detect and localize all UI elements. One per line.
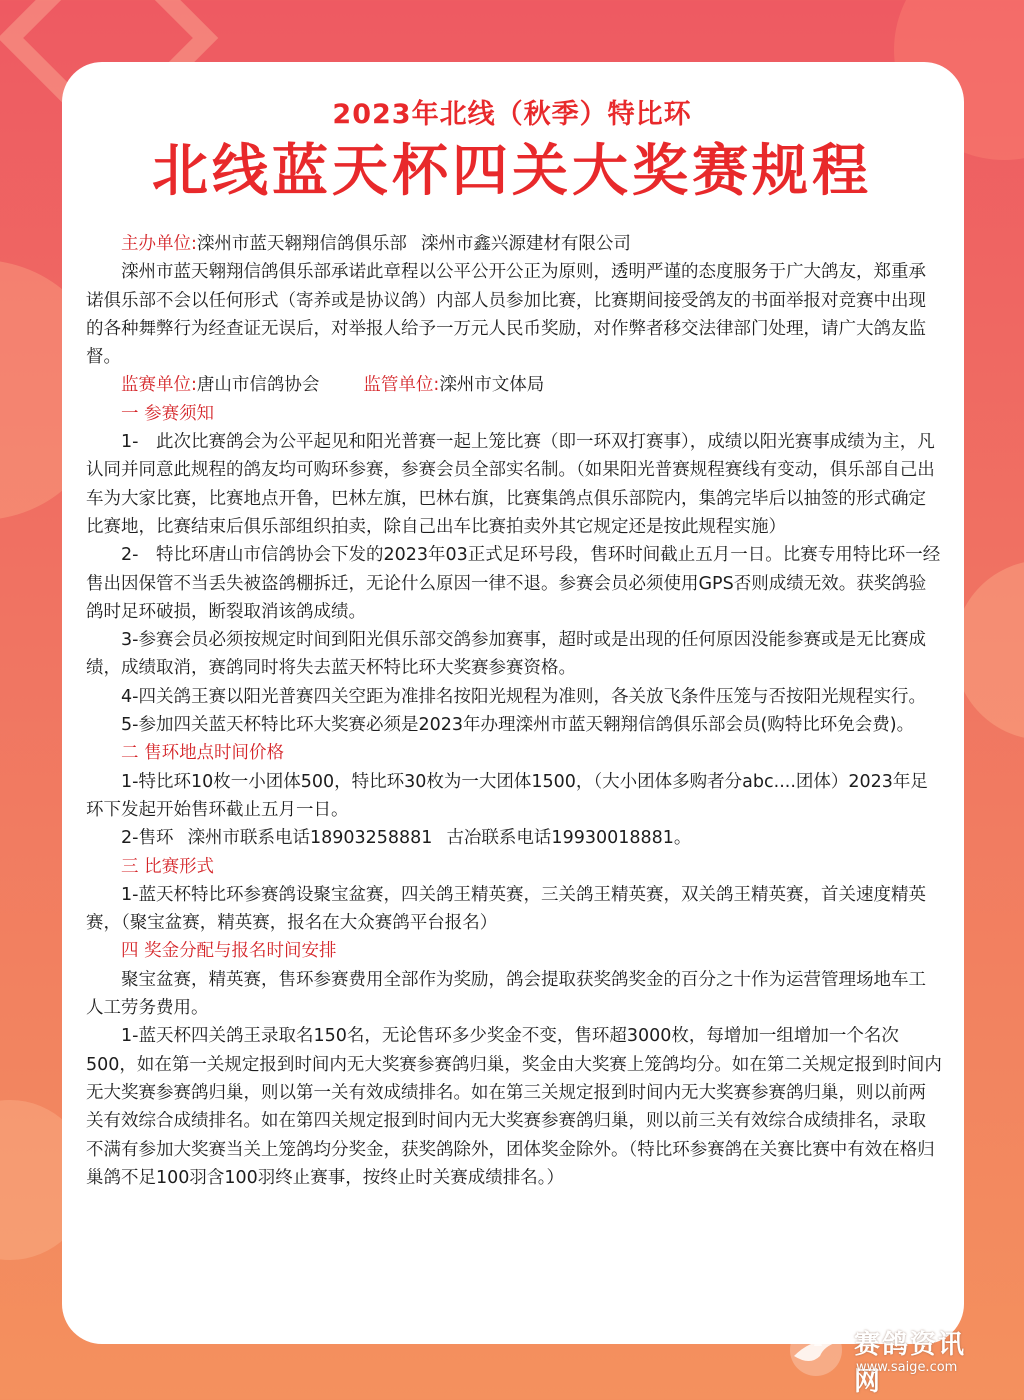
rule-paragraph: 1-蓝天杯四关鸽王录取名150名，无论售环多少奖金不变，售环超3000枚，每增加一组增加一个名次500，如在第一关规定报到时间内无大奖赛参赛鸽归巢，奖金由大奖赛上笼鸽均分。如在第二关规定报到时间内无大奖赛参赛鸽归巢，则以第一关有效成绩排名。如在第三关规定报到时间内无大奖赛参赛鸽归巢，则以前两关有效综合成绩排名。如在第四关规定报到时间内无大奖赛参赛鸽归巢，则以前三关有效综合成绩排名，录取不满有参加大奖赛当关上笼鸽均分奖金，获奖鸽除外，团体奖金除外。（特比环参赛鸽在关赛比赛中有效在格归巢鸽不足100羽含100羽终止赛事，按终止时关赛成绩排名。） bbox=[86, 1026, 942, 1188]
supervisor-label: 监赛单位: bbox=[121, 375, 197, 396]
organizer-value: 滦州市蓝天翱翔信鸽俱乐部 bbox=[196, 234, 407, 254]
contact-guye: 古冶联系电话19930018881。 bbox=[446, 828, 692, 849]
watermark-url: www.saige.com bbox=[856, 1360, 958, 1375]
organizer-label: 主办单位: bbox=[121, 234, 197, 254]
regulator-value: 滦州市文体局 bbox=[439, 375, 545, 396]
document-title: 北线蓝天杯四关大奖赛规程 bbox=[152, 139, 872, 204]
rule-paragraph: 4-四关鸽王赛以阳光普赛四关空距为准排名按阳光规程为准则，各关放飞条件压笼与否按阳光规程实行。 bbox=[121, 686, 926, 707]
rule-paragraph: 聚宝盆赛，精英赛，售环参赛费用全部作为奖励，鸽会提取获奖鸽奖金的百分之十作为运营管理场地车工人工劳务费用。 bbox=[86, 969, 926, 1019]
supervision-line bbox=[86, 371, 942, 399]
rule-paragraph: 3-参赛会员必须按规定时间到阳光俱乐部交鸽参加赛事，超时或是出现的任何原因没能参赛或是无比赛成绩，成绩取消，赛鸽同时将失去蓝天杯特比环大奖赛参赛资格。 bbox=[86, 630, 926, 679]
rule-paragraph: 5-参加四关蓝天杯特比环大奖赛必须是2023年办理滦州市蓝天翱翔信鸽俱乐部会员(购特比环免会费)。 bbox=[121, 715, 915, 736]
rule-paragraph: 1- 此次比赛鸽会为公平起见和阳光普赛一起上笼比赛（即一环双打赛事），成绩以阳光赛事成绩为主，凡认同并同意此规程的鸽友均可购环参赛，参赛会员全部实名制。（如果阳光普赛规程赛线有变动，俱乐部自己出车为大家比赛，比赛地点开鲁，巴林左旗，巴林右旗，比赛集鸽点俱乐部院内，集鸽完毕后以抽签的形式确定比赛地，比赛结束后俱乐部组织拍卖，除自己出车比赛拍卖外其它规定还是按此规程实施） bbox=[86, 432, 935, 537]
pigeon-logo-icon bbox=[784, 1316, 848, 1380]
organizer-value-2: 滦州市鑫兴源建材有限公司 bbox=[420, 234, 631, 254]
organizer-line bbox=[86, 230, 942, 258]
contact-prefix: 2-售环 bbox=[121, 828, 174, 849]
document-body bbox=[86, 230, 942, 1192]
background-decoration bbox=[954, 560, 1024, 740]
watermark-name: 赛鸽资讯网 bbox=[854, 1330, 967, 1397]
rule-paragraph: 1-蓝天杯特比环参赛鸽设聚宝盆赛，四关鸽王精英赛，三关鸽王精英赛，双关鸽王精英赛，首关速度精英赛，（聚宝盆赛，精英赛，报名在大众赛鸽平台报名） bbox=[86, 884, 926, 934]
contact-line bbox=[86, 824, 942, 852]
contact-luanzhou: 滦州市联系电话18903258881 bbox=[187, 828, 433, 849]
rule-paragraph: 2- 特比环唐山市信鸽协会下发的2023年03正式足环号段，售环时间截止五月一日。比赛专用特比环一经售出因保管不当丢失被盗鸽棚拆迁，无论什么原因一律不退。参赛会员必须使用GPS否则成绩无效。获奖鸽验鸽时足环破损，断裂取消该鸽成绩。 bbox=[86, 545, 941, 622]
section-heading: 二 售环地点时间价格 bbox=[121, 743, 285, 764]
regulator-label: 监管单位: bbox=[363, 375, 440, 396]
document-subtitle: 2023年北线（秋季）特比环 bbox=[332, 99, 692, 130]
section-heading: 三 比赛形式 bbox=[121, 856, 215, 877]
section-heading: 四 奖金分配与报名时间安排 bbox=[121, 941, 337, 962]
intro-paragraph: 滦州市蓝天翱翔信鸽俱乐部承诺此章程以公平公开公正为原则，透明严谨的态度服务于广大鸽友，郑重承诺俱乐部不会以任何形式（寄养或是协议鸽）内部人员参加比赛，比赛期间接受鸽友的书面举报对竞赛中出现的各种舞弊行为经查证无误后，对举报人给予一万元人民币奖励，对作弊者移交法律部门处理，请广大鸽友监督。 bbox=[86, 262, 926, 368]
supervisor-value: 唐山市信鸽协会 bbox=[196, 375, 320, 396]
rule-paragraph: 1-特比环10枚一小团体500，特比环30枚为一大团体1500，（大小团体多购者分abc....团体）2023年足环下发起开始售环截止五月一日。 bbox=[86, 771, 928, 820]
site-watermark bbox=[784, 1316, 984, 1397]
section-heading: 一 参赛须知 bbox=[121, 403, 215, 424]
